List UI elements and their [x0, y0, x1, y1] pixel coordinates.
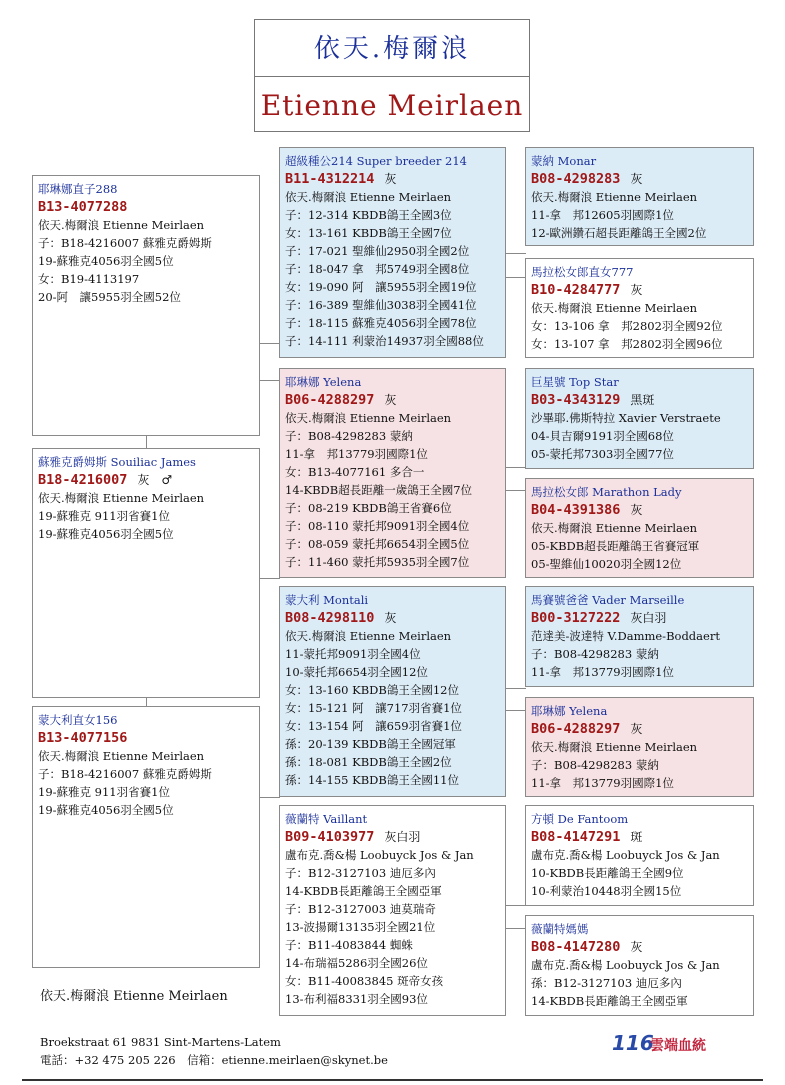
performance-line: 孫：B12-3127103 迪厄多內	[531, 976, 682, 990]
ring-number: B03-4343129	[531, 392, 621, 408]
ring-number-row	[531, 281, 753, 299]
performance-line: 05-KBDB超長距離鴿王省賽冠軍	[531, 539, 700, 553]
footer-divider	[22, 1079, 763, 1081]
performance-line: 子：11-460 蒙托邦5935羽全國7位	[285, 555, 470, 569]
performance-line: 13-波揚爾13135羽全國21位	[285, 920, 436, 934]
performance-line: 11-蒙托邦9091羽全國4位	[285, 647, 421, 661]
connector	[505, 253, 526, 254]
pedigree-title-box	[254, 19, 530, 132]
performance-line: 19-蘇雅克 911羽省賽1位	[38, 785, 170, 799]
breeder-line: 依天.梅爾浪 Etienne Meirlaen	[38, 218, 205, 232]
bird-name: 耶琳娜 Yelena	[531, 704, 608, 718]
ring-number: B13-4077288	[38, 199, 128, 215]
ring-number-row	[531, 609, 753, 627]
breeder-line: 盧布克.喬&楊 Loobuyck Jos & Jan	[531, 958, 720, 972]
performance-line: 11-拿 邦13779羽國際1位	[531, 665, 674, 679]
performance-line: 10-蒙托邦6654羽全國12位	[285, 665, 428, 679]
performance-line: 女：B13-4077161 多合一	[285, 465, 425, 479]
performance-line: 12-歐洲鑽石超長距離鴿王全國2位	[531, 226, 707, 240]
breeder-line: 盧布克.喬&楊 Loobuyck Jos & Jan	[531, 848, 720, 862]
pedigree-card-grandsire	[279, 147, 506, 358]
title-english: Etienne Meirlaen	[260, 89, 524, 122]
performance-line: 05-聖維仙10020羽全國12位	[531, 557, 682, 571]
breeder-line: 依天.梅爾浪 Etienne Meirlaen	[285, 190, 452, 204]
bird-name: 薇蘭特 Vaillant	[285, 812, 368, 826]
connector	[505, 928, 526, 929]
performance-line: 11-拿 邦12605羽國際1位	[531, 208, 674, 222]
performance-line: 20-阿 讓5955羽全國52位	[38, 290, 181, 304]
performance-line: 10-KBDB長距離鴿王全國9位	[531, 866, 684, 880]
ring-number-row	[285, 391, 505, 409]
performance-line: 14-布瑞福5286羽全國26位	[285, 956, 428, 970]
bird-name: 薇蘭特媽媽	[531, 922, 589, 936]
ring-number: B08-4298110	[285, 610, 375, 626]
performance-line: 女：B19-4113197	[38, 272, 140, 286]
contact-text: 電話：+32 475 205 226 信箱：etienne.meirlaen@skynet.be	[40, 1053, 388, 1067]
pedigree-card-dam-line	[32, 175, 260, 436]
ring-number: B00-3127222	[531, 610, 621, 626]
performance-line: 13-布利福8331羽全國93位	[285, 992, 428, 1006]
performance-line: 女：13-107 拿 邦2802羽全國96位	[531, 337, 723, 351]
ring-number-row	[531, 170, 753, 188]
breeder-line: 依天.梅爾浪 Etienne Meirlaen	[531, 190, 698, 204]
breeder-line: 依天.梅爾浪 Etienne Meirlaen	[38, 749, 205, 763]
breeder-line: 盧布克.喬&楊 Loobuyck Jos & Jan	[285, 848, 474, 862]
bird-name: 蒙大利 Montali	[285, 593, 369, 607]
pedigree-card-ggp-5	[525, 586, 754, 687]
ring-number: B08-4147280	[531, 939, 621, 955]
feather-color: 灰	[384, 393, 397, 407]
ring-number-row	[38, 471, 259, 489]
logo-number: 116	[612, 1031, 654, 1055]
ring-number: B09-4103977	[285, 829, 375, 845]
connector	[259, 380, 280, 381]
performance-line: 孫：18-081 KBDB鴿王全國2位	[285, 755, 452, 769]
performance-line: 14-KBDB長距離鴿王全國亞軍	[285, 884, 442, 898]
breeder-line: 范達美-波達特 V.Damme-Boddaert	[531, 629, 720, 643]
feather-color: 灰白羽	[630, 611, 667, 625]
ring-number-row	[531, 720, 753, 738]
connector	[146, 697, 147, 706]
performance-line: 子：B12-3127003 迪莫瑞奇	[285, 902, 436, 916]
feather-color: 斑	[630, 830, 643, 844]
pedigree-card-granddam	[279, 368, 506, 578]
performance-line: 子：17-021 聖維仙2950羽全國2位	[285, 244, 470, 258]
connector	[259, 343, 280, 344]
breeder-name: 依天.梅爾浪 Etienne Meirlaen	[40, 989, 228, 1004]
performance-line: 女：B11-40083845 斑帝女孩	[285, 974, 444, 988]
ring-number: B11-4312214	[285, 171, 375, 187]
feather-color: 灰	[630, 503, 643, 517]
bird-name: 蒙大利直女156	[38, 713, 118, 727]
ring-number-row	[531, 391, 753, 409]
feather-color: 灰白羽	[384, 830, 421, 844]
ring-number-row	[285, 170, 505, 188]
performance-line: 19-蘇雅克4056羽全國5位	[38, 803, 174, 817]
address-text: Broekstraat 61 9831 Sint-Martens-Latem	[40, 1035, 281, 1049]
performance-line: 10-利蒙治10448羽全國15位	[531, 884, 682, 898]
bird-name: 方頓 De Fantoom	[531, 812, 629, 826]
performance-line: 子：08-110 蒙托邦9091羽全國4位	[285, 519, 470, 533]
connector	[505, 688, 526, 689]
breeder-line: 依天.梅爾浪 Etienne Meirlaen	[38, 491, 205, 505]
pedigree-card-grandsire-2	[279, 586, 506, 797]
feather-color: 灰 ♂	[137, 473, 173, 487]
feather-color: 灰	[384, 172, 397, 186]
ring-number-row	[285, 609, 505, 627]
pedigree-card-ggp-7	[525, 805, 754, 906]
bird-name: 蒙納 Monar	[531, 154, 597, 168]
performance-line: 女：13-161 KBDB鴿王全國7位	[285, 226, 452, 240]
bird-name: 超級種公214 Super breeder 214	[285, 154, 467, 168]
pedigree-card-ggp-3	[525, 368, 754, 469]
breeder-line: 依天.梅爾浪 Etienne Meirlaen	[285, 629, 452, 643]
connector	[505, 710, 526, 711]
performance-line: 子：B08-4298283 蒙納	[285, 429, 413, 443]
performance-line: 女：13-106 拿 邦2802羽全國92位	[531, 319, 723, 333]
breeder-line: 依天.梅爾浪 Etienne Meirlaen	[531, 301, 698, 315]
connector	[259, 797, 280, 798]
performance-line: 11-拿 邦13779羽國際1位	[285, 447, 428, 461]
feather-color: 灰	[630, 172, 643, 186]
performance-line: 子：B11-4083844 蜘蛛	[285, 938, 413, 952]
connector	[146, 435, 147, 448]
connector	[505, 490, 526, 491]
site-logo	[612, 1031, 722, 1057]
bird-name: 耶琳娜直子288	[38, 182, 118, 196]
bird-name: 蘇雅克爵姆斯 Souiliac James	[38, 455, 196, 469]
bird-name: 馬拉松女郎直女777	[531, 265, 634, 279]
feather-color: 灰	[384, 611, 397, 625]
performance-line: 子：16-389 聖維仙3038羽全國41位	[285, 298, 477, 312]
pedigree-card-subject	[32, 448, 260, 698]
performance-line: 子：14-111 利蒙治14937羽全國88位	[285, 334, 484, 348]
pedigree-card-sire-line	[32, 706, 260, 968]
connector	[259, 578, 280, 579]
feather-color: 灰	[630, 722, 643, 736]
performance-line: 子：18-047 拿 邦5749羽全國8位	[285, 262, 470, 276]
performance-line: 19-蘇雅克4056羽全國5位	[38, 254, 174, 268]
performance-line: 子：18-115 蘇雅克4056羽全國78位	[285, 316, 477, 330]
performance-line: 14-KBDB長距離鴿王全國亞軍	[531, 994, 688, 1008]
performance-line: 女：19-090 阿 讓5955羽全國19位	[285, 280, 477, 294]
logo-text: 雲端血統	[650, 1038, 706, 1054]
feather-color: 灰	[630, 940, 643, 954]
pedigree-card-ggp-2	[525, 258, 754, 358]
title-chinese: 依天.梅爾浪	[255, 20, 529, 77]
pedigree-card-ggp-4	[525, 478, 754, 578]
ring-number-row	[38, 729, 259, 747]
ring-number: B06-4288297	[285, 392, 375, 408]
ring-number: B10-4284777	[531, 282, 621, 298]
performance-line: 孫：20-139 KBDB鴿王全國冠軍	[285, 737, 456, 751]
performance-line: 19-蘇雅克 911羽省賽1位	[38, 509, 170, 523]
breeder-line: 依天.梅爾浪 Etienne Meirlaen	[531, 521, 698, 535]
performance-line: 子：08-059 蒙托邦6654羽全國5位	[285, 537, 470, 551]
performance-line: 19-蘇雅克4056羽全國5位	[38, 527, 174, 541]
breeder-line: 依天.梅爾浪 Etienne Meirlaen	[285, 411, 452, 425]
breeder-line: 沙畢耶.佛斯特拉 Xavier Verstraete	[531, 411, 721, 425]
performance-line: 04-貝吉爾9191羽全國68位	[531, 429, 674, 443]
performance-line: 子：B18-4216007 蘇雅克爵姆斯	[38, 767, 212, 781]
ring-number: B08-4147291	[531, 829, 621, 845]
performance-line: 子：08-219 KBDB鴿王省賽6位	[285, 501, 452, 515]
performance-line: 女：15-121 阿 讓717羽省賽1位	[285, 701, 462, 715]
bird-name: 馬拉松女郎 Marathon Lady	[531, 485, 682, 499]
ring-number-row	[531, 828, 753, 846]
performance-line: 05-蒙托邦7303羽全國77位	[531, 447, 674, 461]
performance-line: 子：B08-4298283 蒙納	[531, 758, 659, 772]
ring-number-row	[531, 501, 753, 519]
pedigree-card-granddam-2	[279, 805, 506, 1016]
performance-line: 14-KBDB超長距離一歲鴿王全國7位	[285, 483, 473, 497]
feather-color: 灰	[630, 283, 643, 297]
ring-number: B18-4216007	[38, 472, 128, 488]
pedigree-card-ggp-6	[525, 697, 754, 797]
performance-line: 子：B12-3127103 迪厄多內	[285, 866, 436, 880]
performance-line: 子：B08-4298283 蒙納	[531, 647, 659, 661]
ring-number: B04-4391386	[531, 502, 621, 518]
performance-line: 女：13-160 KBDB鴿王全國12位	[285, 683, 459, 697]
performance-line: 子：12-314 KBDB鴿王全國3位	[285, 208, 452, 222]
contact-block	[40, 1033, 388, 1069]
connector	[505, 467, 526, 468]
feather-color: 黑斑	[630, 393, 655, 407]
ring-number-row	[38, 198, 259, 216]
bird-name: 巨星號 Top Star	[531, 375, 619, 389]
ring-number: B13-4077156	[38, 730, 128, 746]
ring-number: B06-4288297	[531, 721, 621, 737]
pedigree-card-ggp-8	[525, 915, 754, 1016]
performance-line: 孫：14-155 KBDB鴿王全國11位	[285, 773, 459, 787]
performance-line: 11-拿 邦13779羽國際1位	[531, 776, 674, 790]
breeder-line: 依天.梅爾浪 Etienne Meirlaen	[531, 740, 698, 754]
connector	[505, 905, 526, 906]
ring-number-row	[285, 828, 505, 846]
performance-line: 子：B18-4216007 蘇雅克爵姆斯	[38, 236, 212, 250]
performance-line: 女：13-154 阿 讓659羽省賽1位	[285, 719, 462, 733]
bird-name: 耶琳娜 Yelena	[285, 375, 362, 389]
ring-number-row	[531, 938, 753, 956]
ring-number: B08-4298283	[531, 171, 621, 187]
pedigree-card-ggp-1	[525, 147, 754, 246]
bird-name: 馬賽號爸爸 Vader Marseille	[531, 593, 685, 607]
connector	[505, 277, 526, 278]
